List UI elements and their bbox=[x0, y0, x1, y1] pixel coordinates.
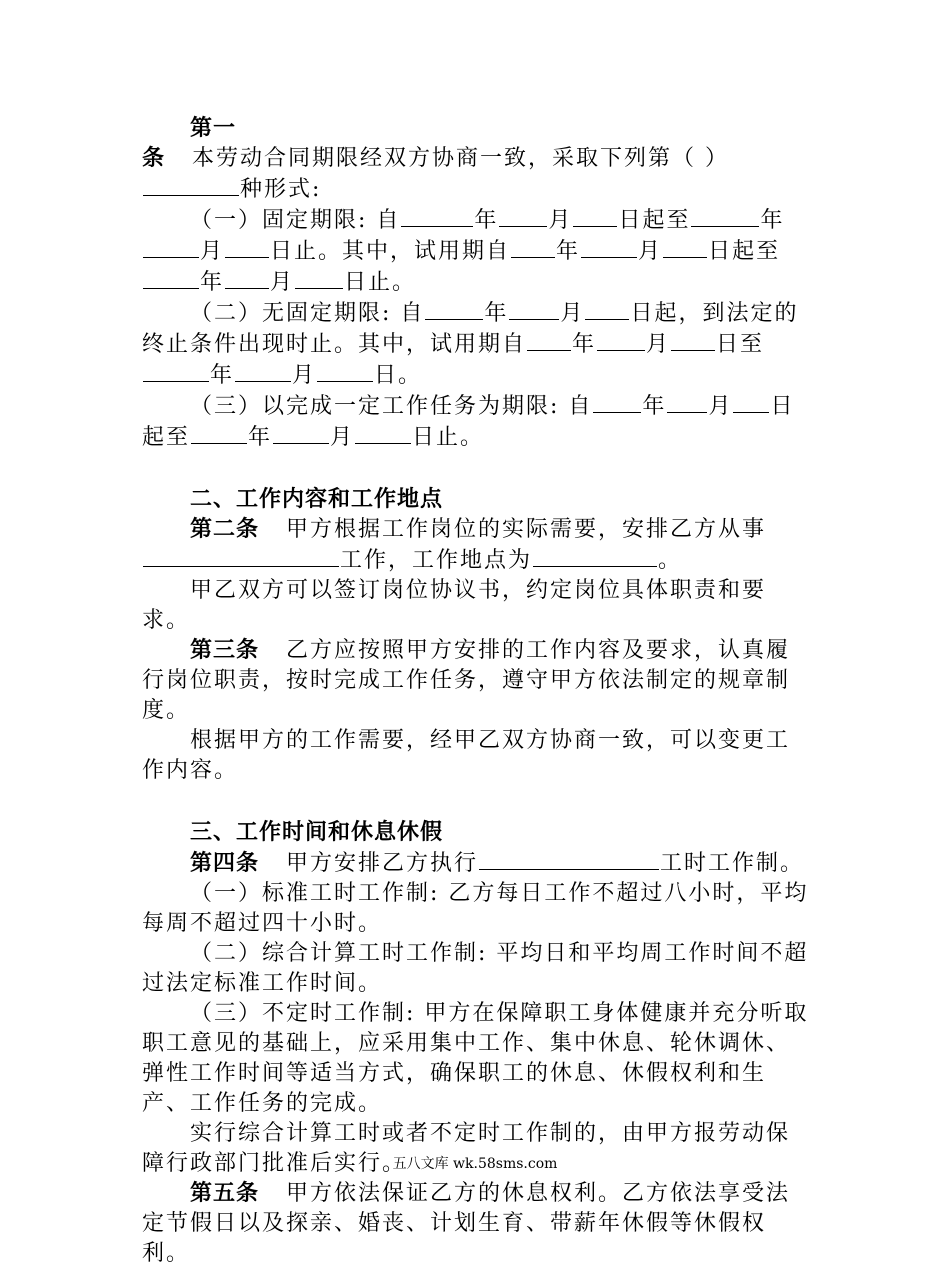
article-1 bbox=[142, 114, 812, 205]
term-text: （二）无固定期限: 自 bbox=[190, 301, 425, 326]
unit-label: 年 bbox=[572, 332, 597, 357]
unit-label: 年 bbox=[642, 394, 667, 419]
term-fixed bbox=[142, 205, 812, 298]
blank-field[interactable] bbox=[581, 236, 637, 258]
spacer bbox=[142, 453, 812, 485]
list-item: （二）综合计算工时工作制: 平均日和平均周工作时间不超过法定标准工作时间。 bbox=[142, 941, 809, 996]
unit-label: 年 bbox=[760, 208, 785, 233]
term-text: 日止。 bbox=[344, 270, 417, 295]
blank-field[interactable] bbox=[597, 329, 645, 351]
term-text: 日。 bbox=[374, 363, 423, 388]
article-5 bbox=[142, 1179, 812, 1269]
article-label: 第二条 bbox=[190, 517, 260, 542]
blank-field[interactable] bbox=[511, 236, 555, 258]
blank-field[interactable] bbox=[533, 545, 657, 567]
spacer bbox=[142, 786, 812, 818]
blank-field[interactable] bbox=[733, 391, 769, 413]
article-text: 甲方依法保证乙方的休息权利。乙方依法享受法定节假日以及探亲、婚丧、计划生育、带薪年休假等休假权利。 bbox=[142, 1181, 791, 1266]
list-item: （三）不定时工作制: 甲方在保障职工身体健康并充分听取职工意见的基础上，应采用集中工作、集中休息、轮休调休、弹性工作时间等适当方式，确保职工的休息、休假权利和生产、工作任务的完成。 bbox=[142, 1001, 809, 1116]
section-heading: 三、工作时间和休息休假 bbox=[190, 820, 444, 845]
unit-label: 年 bbox=[484, 301, 509, 326]
term-text: 日止。其中，试用期自 bbox=[270, 239, 511, 264]
unit-label: 年 bbox=[200, 270, 225, 295]
blank-field[interactable] bbox=[295, 267, 343, 289]
contract-body bbox=[142, 114, 812, 1269]
blank-field[interactable] bbox=[355, 422, 411, 444]
blank-field[interactable] bbox=[499, 205, 547, 227]
blank-field[interactable] bbox=[225, 236, 269, 258]
paragraph: 甲乙双方可以签订岗位协议书，约定岗位具体职责和要求。 bbox=[142, 578, 767, 633]
term-task-based bbox=[142, 391, 812, 453]
blank-field[interactable] bbox=[527, 329, 571, 351]
blank-field[interactable] bbox=[191, 422, 247, 444]
term-text: 日起至 bbox=[708, 239, 781, 264]
blank-field[interactable] bbox=[143, 236, 199, 258]
unit-label: 年 bbox=[248, 425, 273, 450]
blank-field[interactable] bbox=[671, 329, 715, 351]
unit-label: 月 bbox=[560, 301, 585, 326]
list-item: （一）标准工时工作制: 乙方每日工作不超过八小时，平均每周不超过四十小时。 bbox=[142, 881, 809, 936]
unit-label: 月 bbox=[292, 363, 317, 388]
blank-field[interactable] bbox=[225, 267, 269, 289]
blank-field[interactable] bbox=[425, 298, 483, 320]
paragraph: 根据甲方的工作需要，经甲乙双方协商一致，可以变更工作内容。 bbox=[142, 728, 791, 783]
article-label: 第五条 bbox=[190, 1181, 260, 1206]
blank-field[interactable] bbox=[401, 205, 473, 227]
article-label: 第四条 bbox=[190, 851, 260, 876]
term-open-ended bbox=[142, 298, 812, 391]
article-text: 工时工作制。 bbox=[660, 851, 805, 876]
article-label: 第三条 bbox=[190, 638, 260, 663]
article-3 bbox=[142, 636, 812, 726]
article-text: 种形式: bbox=[240, 177, 322, 202]
unit-label: 月 bbox=[638, 239, 663, 264]
blank-field[interactable] bbox=[143, 267, 199, 289]
term-text: （一）固定期限: 自 bbox=[190, 208, 401, 233]
unit-label: 月 bbox=[646, 332, 671, 357]
blank-field[interactable] bbox=[317, 360, 373, 382]
blank-field[interactable] bbox=[585, 298, 629, 320]
blank-field[interactable] bbox=[593, 391, 641, 413]
article-text: 本劳动合同期限经双方协商一致，采取下列第（ ） bbox=[192, 146, 729, 171]
article-2 bbox=[142, 515, 812, 576]
paragraph: 实行综合计算工时或者不定时工作制的，由甲方报劳动保障行政部门批准后实行。 bbox=[142, 1121, 791, 1176]
blank-field[interactable] bbox=[691, 205, 759, 227]
unit-label: 年 bbox=[556, 239, 581, 264]
blank-field[interactable] bbox=[663, 236, 707, 258]
article-text: 乙方应按照甲方安排的工作内容及要求，认真履行岗位职责，按时完成工作任务，遵守甲方依法制定的规章制度。 bbox=[142, 638, 791, 723]
footer-watermark: 五八文库 wk.58sms.com bbox=[392, 1156, 558, 1172]
article-text: 甲方根据工作岗位的实际需要，安排乙方从事 bbox=[286, 517, 767, 542]
blank-field[interactable] bbox=[143, 174, 239, 196]
term-text: 日止。 bbox=[412, 425, 485, 450]
blank-field[interactable] bbox=[143, 545, 339, 567]
term-text: 日起，到法定的终止条件出现时止。其中，试用期自 bbox=[142, 301, 799, 357]
term-text: （三）以完成一定工作任务为期限: 自 bbox=[190, 394, 593, 419]
article-text: 。 bbox=[658, 548, 683, 573]
unit-label: 月 bbox=[200, 239, 225, 264]
unit-label: 月 bbox=[708, 394, 733, 419]
term-text: 日至 bbox=[716, 332, 765, 357]
blank-field[interactable] bbox=[667, 391, 707, 413]
term-text: 日起至 bbox=[142, 394, 795, 450]
unit-label: 年 bbox=[474, 208, 499, 233]
blank-field[interactable] bbox=[573, 205, 617, 227]
article-text: 甲方安排乙方执行 bbox=[286, 851, 479, 876]
unit-label: 月 bbox=[548, 208, 573, 233]
unit-label: 月 bbox=[330, 425, 355, 450]
term-text: 日起至 bbox=[618, 208, 691, 233]
blank-field[interactable] bbox=[509, 298, 559, 320]
section-heading: 二、工作内容和工作地点 bbox=[190, 487, 444, 512]
blank-field[interactable] bbox=[235, 360, 291, 382]
article-4 bbox=[142, 848, 812, 879]
article-label: 第一条 bbox=[142, 116, 237, 171]
unit-label: 月 bbox=[270, 270, 295, 295]
blank-field[interactable] bbox=[273, 422, 329, 444]
unit-label: 年 bbox=[210, 363, 235, 388]
blank-field[interactable] bbox=[143, 360, 209, 382]
blank-field[interactable] bbox=[479, 848, 659, 870]
article-text: 工作，工作地点为 bbox=[340, 548, 533, 573]
